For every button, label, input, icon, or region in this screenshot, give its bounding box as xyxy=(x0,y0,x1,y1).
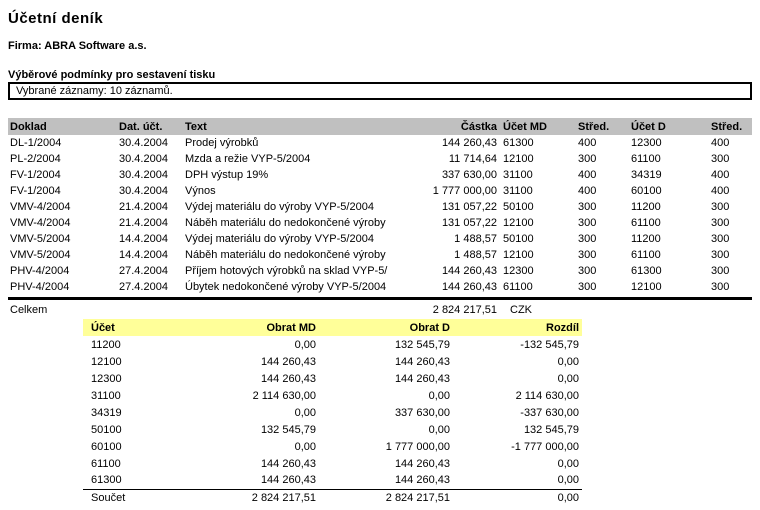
cell: 144 260,43 xyxy=(394,355,450,368)
cell: 60100 xyxy=(631,185,662,197)
cell: 144 260,43 xyxy=(260,474,316,487)
cell: 1 488,57 xyxy=(454,233,497,245)
cell: 12100 xyxy=(91,355,122,368)
table-row xyxy=(83,353,582,370)
cell: 12100 xyxy=(503,249,534,261)
cell: 132 545,79 xyxy=(260,423,316,436)
cell: 50100 xyxy=(91,423,122,436)
cell: Výnos xyxy=(185,185,216,197)
cell: 144 260,43 xyxy=(260,372,316,385)
summary-header-row xyxy=(83,319,582,336)
cell: DL-1/2004 xyxy=(10,137,62,149)
cell: 0,00 xyxy=(450,489,582,506)
cell: 300 xyxy=(711,217,730,229)
total-label: Celkem xyxy=(10,304,48,316)
cell: 400 xyxy=(711,169,730,181)
cell: Rozdíl xyxy=(450,319,582,336)
cell: Doklad xyxy=(8,118,117,135)
cell: Text xyxy=(183,118,423,135)
cell: 132 545,79 xyxy=(394,338,450,351)
cell: Náběh materiálu do nedokončené výroby xyxy=(185,249,386,261)
total-row xyxy=(8,297,752,317)
cell: 50100 xyxy=(503,233,534,245)
table-row xyxy=(8,183,752,199)
cell: 1 777 000,00 xyxy=(432,185,497,197)
cell: 2 824 217,51 xyxy=(183,489,316,506)
table-row xyxy=(83,387,582,404)
cell: Úbytek nedokončené výroby VYP-5/2004 xyxy=(185,281,387,293)
table-row xyxy=(83,370,582,387)
cell: 400 xyxy=(578,137,597,149)
cell: Výdej materiálu do výroby VYP-5/2004 xyxy=(185,201,374,213)
cell: 61300 xyxy=(91,474,122,487)
cell: VMV-4/2004 xyxy=(10,217,71,229)
cell: 61100 xyxy=(631,249,661,261)
page-title: Účetní deník xyxy=(8,10,104,27)
cell: DPH výstup 19% xyxy=(185,169,269,181)
cell: 0,00 xyxy=(294,406,316,419)
cell: Součet xyxy=(83,489,183,506)
cell: 400 xyxy=(578,185,597,197)
cell: 11 714,64 xyxy=(448,153,497,165)
cell: 14.4.2004 xyxy=(119,233,168,245)
table-row xyxy=(8,231,752,247)
cell: 300 xyxy=(711,233,730,245)
total-currency: CZK xyxy=(510,304,532,316)
cell: 61300 xyxy=(631,265,662,277)
table-row xyxy=(83,472,582,489)
cell: 0,00 xyxy=(557,372,579,385)
cell: 400 xyxy=(711,137,730,149)
cell: 1 488,57 xyxy=(454,249,497,261)
conditions-label: Výběrové podmínky pro sestavení tisku xyxy=(8,69,216,81)
cell: PHV-4/2004 xyxy=(10,281,70,293)
journal-body xyxy=(8,135,752,295)
cell: 0,00 xyxy=(557,474,579,487)
cell: 300 xyxy=(578,217,597,229)
cell: 12300 xyxy=(91,372,122,385)
cell: 0,00 xyxy=(428,389,450,402)
cell: 2 824 217,51 xyxy=(316,489,450,506)
journal-header-row xyxy=(8,118,752,135)
cell: Částka xyxy=(423,118,497,135)
cell: 61100 xyxy=(631,217,661,229)
cell: 30.4.2004 xyxy=(119,137,168,149)
conditions-value: Vybrané záznamy: 10 záznamů. xyxy=(16,85,173,97)
cell: Mzda a režie VYP-5/2004 xyxy=(185,153,311,165)
cell: 12100 xyxy=(631,281,662,293)
cell: VMV-4/2004 xyxy=(10,201,71,213)
table-row xyxy=(8,215,752,231)
cell: 2 114 630,00 xyxy=(252,389,316,402)
cell: 300 xyxy=(578,265,597,277)
cell: 300 xyxy=(711,265,730,277)
cell: 300 xyxy=(578,201,597,213)
summary-header xyxy=(83,319,582,336)
cell: Výdej materiálu do výroby VYP-5/2004 xyxy=(185,233,374,245)
cell: 1 777 000,00 xyxy=(385,440,450,453)
cell: 144 260,43 xyxy=(260,457,316,470)
cell: 30.4.2004 xyxy=(119,153,168,165)
cell: Střed. xyxy=(709,118,752,135)
table-row xyxy=(8,199,752,215)
cell: PHV-4/2004 xyxy=(10,265,70,277)
cell: 31100 xyxy=(503,185,533,197)
conditions-box xyxy=(8,82,752,100)
table-row xyxy=(8,279,752,295)
summary-footer-row xyxy=(83,489,582,506)
table-row xyxy=(8,167,752,183)
cell: 34319 xyxy=(91,406,122,419)
cell: 131 057,22 xyxy=(441,201,497,213)
cell: 300 xyxy=(578,249,597,261)
cell: PL-2/2004 xyxy=(10,153,61,165)
cell: 144 260,43 xyxy=(394,372,450,385)
table-row xyxy=(83,404,582,421)
cell: Střed. xyxy=(576,118,629,135)
total-amount: 2 824 217,51 xyxy=(432,304,497,316)
cell: -1 777 000,00 xyxy=(511,440,579,453)
cell: 34319 xyxy=(631,169,662,181)
journal-table xyxy=(8,118,752,295)
cell: 14.4.2004 xyxy=(119,249,168,261)
cell: 0,00 xyxy=(294,440,316,453)
cell: Účet MD xyxy=(497,118,576,135)
cell: 61100 xyxy=(91,457,121,470)
cell: 11200 xyxy=(631,233,661,245)
cell: 144 260,43 xyxy=(441,137,497,149)
cell: 21.4.2004 xyxy=(119,201,168,213)
cell: 0,00 xyxy=(428,423,450,436)
cell: Účet xyxy=(83,319,183,336)
cell: 300 xyxy=(711,249,730,261)
cell: Náběh materiálu do nedokončené výroby xyxy=(185,217,386,229)
cell: 300 xyxy=(578,153,597,165)
cell: 0,00 xyxy=(557,457,579,470)
cell: 50100 xyxy=(503,201,534,213)
cell: -132 545,79 xyxy=(520,338,579,351)
cell: 400 xyxy=(578,169,597,181)
cell: 337 630,00 xyxy=(441,169,497,181)
cell: 61300 xyxy=(503,137,534,149)
cell: 12300 xyxy=(503,265,534,277)
cell: Obrat D xyxy=(316,319,450,336)
cell: 27.4.2004 xyxy=(119,281,168,293)
cell: 131 057,22 xyxy=(441,217,497,229)
cell: 60100 xyxy=(91,440,122,453)
cell: 2 114 630,00 xyxy=(515,389,579,402)
summary-table xyxy=(83,319,582,506)
table-row xyxy=(8,263,752,279)
cell: 337 630,00 xyxy=(394,406,450,419)
cell: Dat. účt. xyxy=(117,118,183,135)
cell: 27.4.2004 xyxy=(119,265,168,277)
cell: Příjem hotových výrobků na sklad VYP-5/ xyxy=(185,265,388,277)
cell: 144 260,43 xyxy=(441,265,497,277)
cell: 30.4.2004 xyxy=(119,169,168,181)
table-row xyxy=(8,151,752,167)
cell: -337 630,00 xyxy=(520,406,579,419)
cell: 300 xyxy=(711,201,730,213)
table-row xyxy=(8,247,752,263)
cell: 30.4.2004 xyxy=(119,185,168,197)
summary-footer xyxy=(83,489,582,506)
cell: FV-1/2004 xyxy=(10,169,61,181)
cell: 11200 xyxy=(91,338,121,351)
cell: 61100 xyxy=(631,153,661,165)
cell: 0,00 xyxy=(557,355,579,368)
cell: 300 xyxy=(578,233,597,245)
cell: 144 260,43 xyxy=(260,355,316,368)
cell: Účet D xyxy=(629,118,709,135)
cell: Obrat MD xyxy=(183,319,316,336)
table-row xyxy=(83,438,582,455)
table-row xyxy=(8,135,752,151)
cell: VMV-5/2004 xyxy=(10,233,71,245)
cell: FV-1/2004 xyxy=(10,185,61,197)
table-row xyxy=(83,421,582,438)
cell: 21.4.2004 xyxy=(119,217,168,229)
cell: 61100 xyxy=(503,281,533,293)
cell: 300 xyxy=(711,281,730,293)
table-row xyxy=(83,336,582,353)
cell: 144 260,43 xyxy=(441,281,497,293)
cell: 11200 xyxy=(631,201,661,213)
cell: 144 260,43 xyxy=(394,457,450,470)
cell: VMV-5/2004 xyxy=(10,249,71,261)
cell: 132 545,79 xyxy=(523,423,579,436)
cell: 12100 xyxy=(503,217,534,229)
cell: 300 xyxy=(578,281,597,293)
cell: 300 xyxy=(711,153,730,165)
cell: 144 260,43 xyxy=(394,474,450,487)
cell: 12100 xyxy=(503,153,534,165)
cell: 400 xyxy=(711,185,730,197)
journal-header xyxy=(8,118,752,135)
summary-body xyxy=(83,336,582,489)
cell: 12300 xyxy=(631,137,662,149)
cell: 31100 xyxy=(503,169,533,181)
company-line: Firma: ABRA Software a.s. xyxy=(8,40,147,52)
table-row xyxy=(83,455,582,472)
cell: 0,00 xyxy=(294,338,316,351)
cell: Prodej výrobků xyxy=(185,137,259,149)
cell: 31100 xyxy=(91,389,121,402)
